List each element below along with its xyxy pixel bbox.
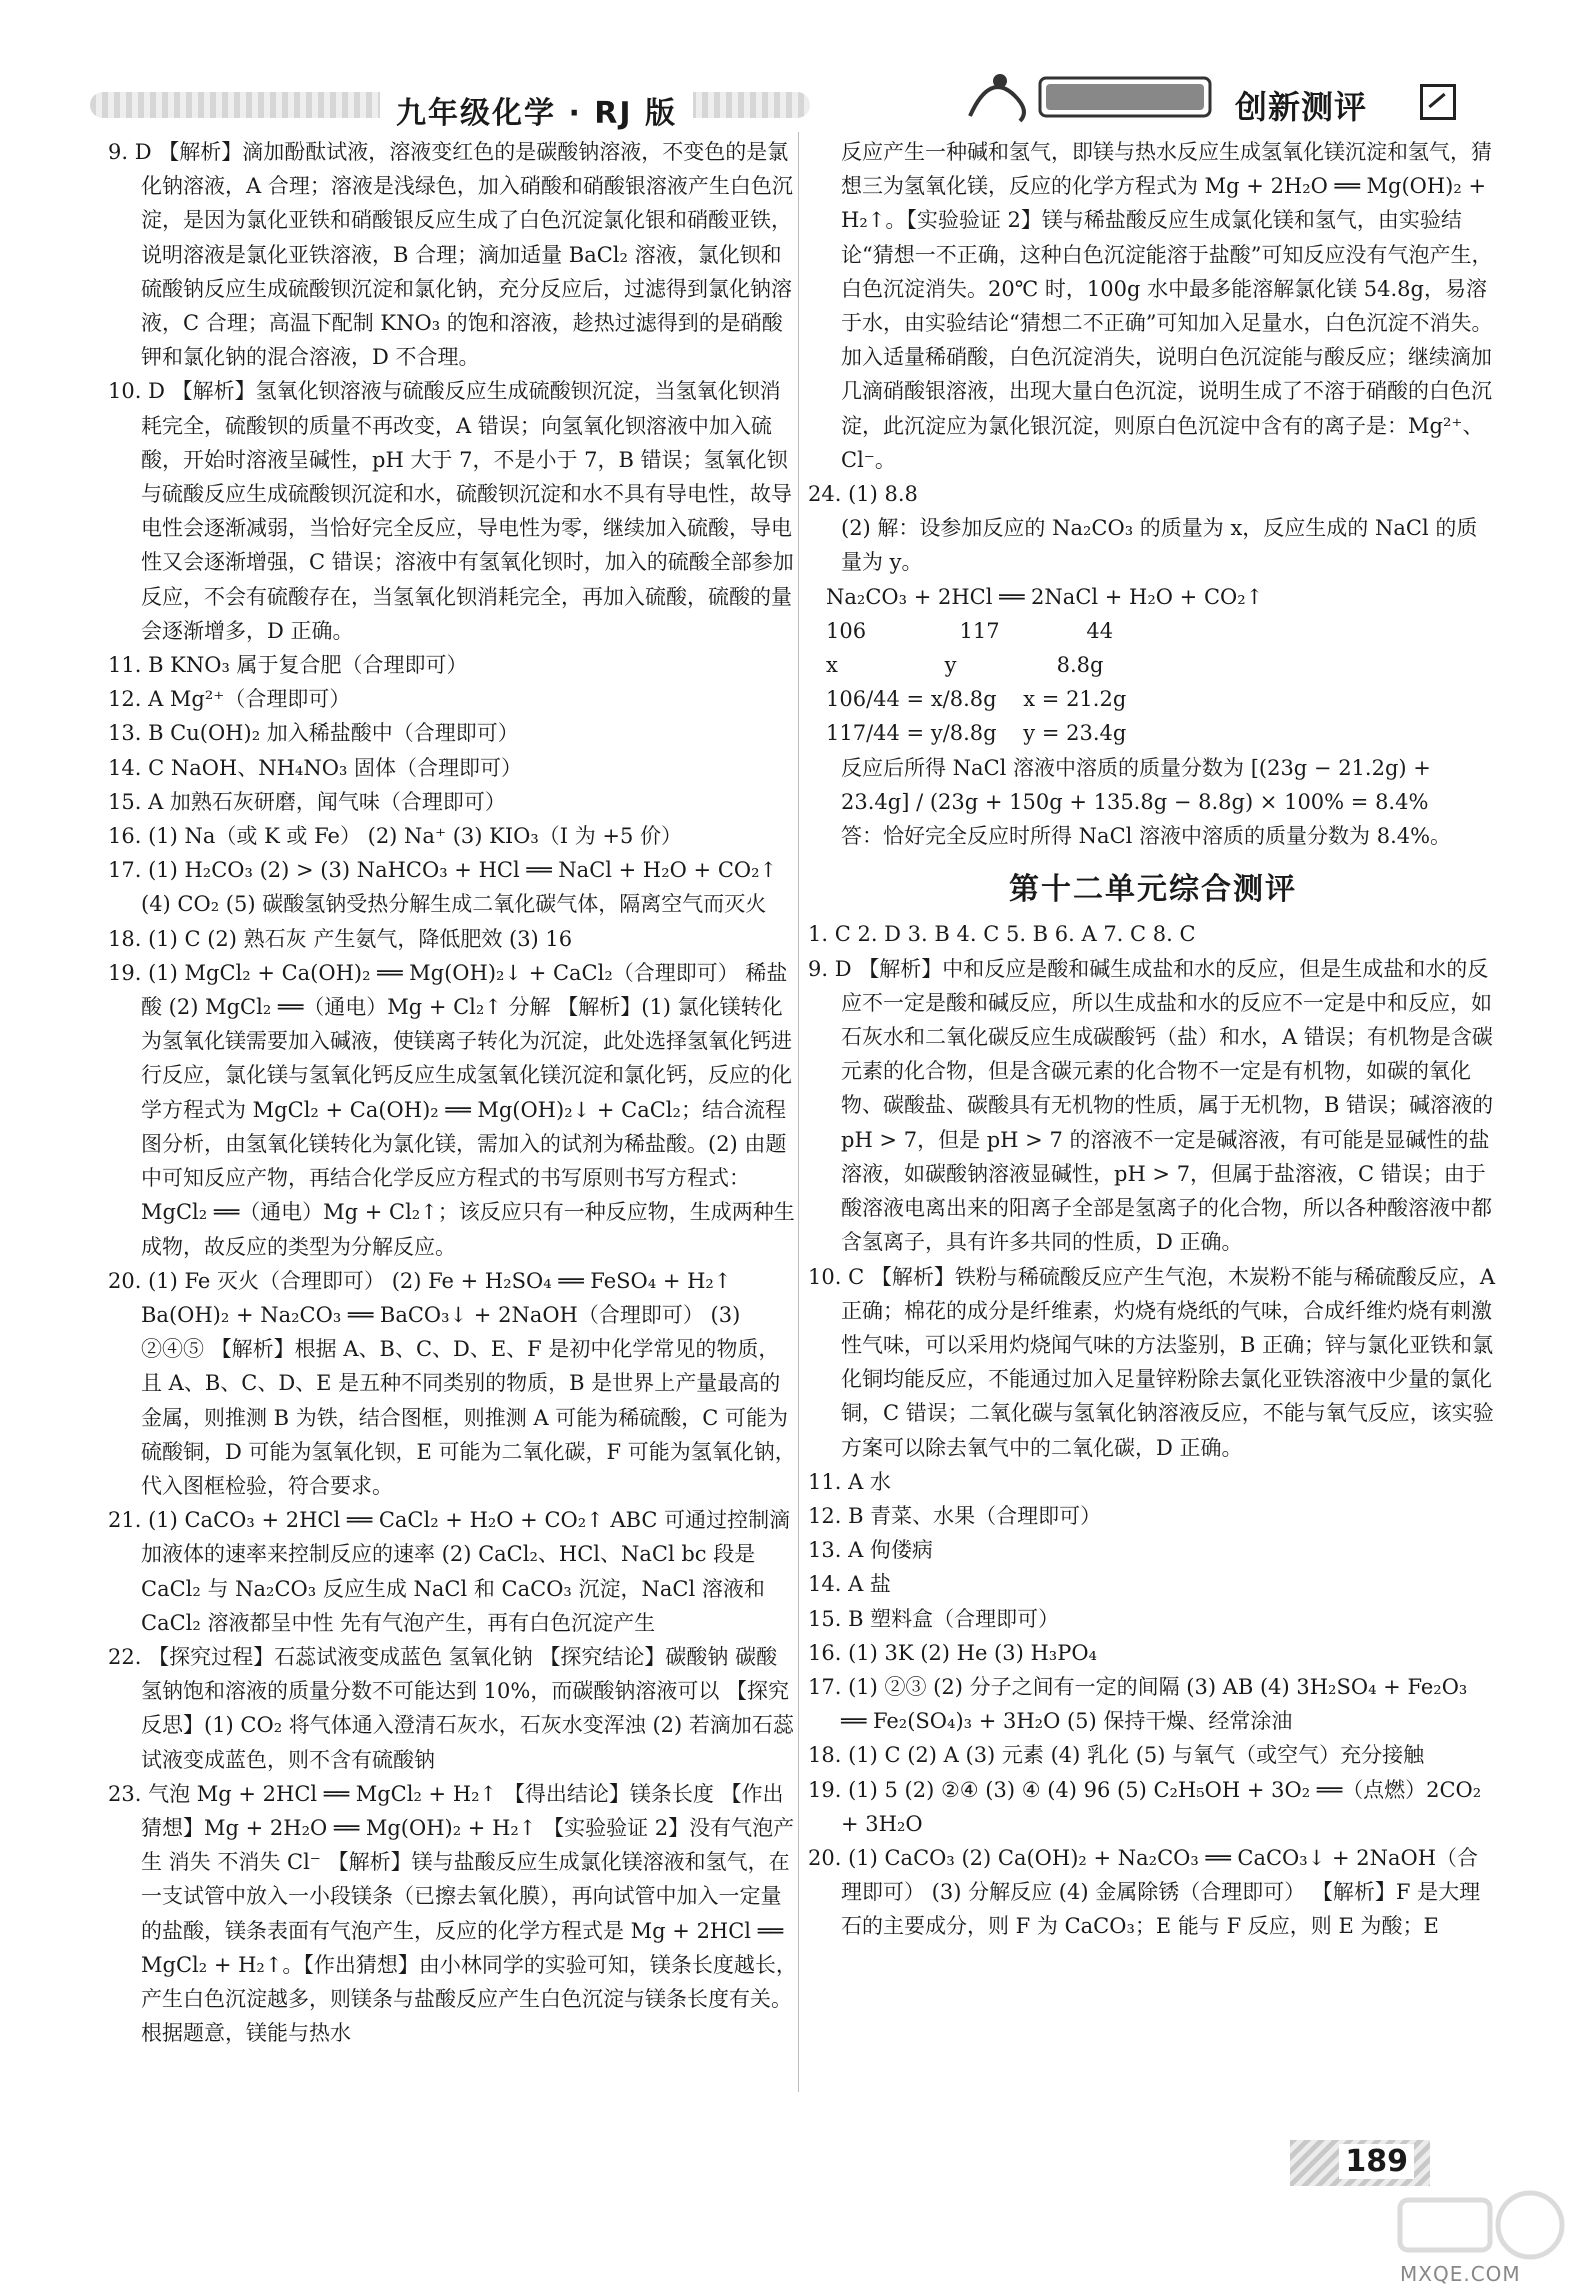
answer-entry: 18. (1) C (2) 熟石灰 产生氨气，降低肥效 (3) 16 xyxy=(108,926,573,951)
answer-entry: 16. (1) 3K (2) He (3) H₃PO₄ xyxy=(808,1640,1097,1665)
answer-entry: 15. A 加熟石灰研磨，闻气味（合理即可） xyxy=(108,789,506,814)
answer-entry: 17. (1) H₂CO₃ (2) > (3) NaHCO₃ + HCl ══ NaCl + H₂O + CO₂↑ (4) CO₂ (5) 碳酸氢钠受热分解生成二氧化碳气体，隔离空气而灭火 xyxy=(108,858,778,917)
left-column xyxy=(108,135,798,2050)
page-header xyxy=(0,0,1584,131)
answer-entry: (2) 解：设参加反应的 Na₂CO₃ 的质量为 x，反应生成的 NaCl 的质量为 y。 xyxy=(841,516,1478,575)
answer-entry: 9. D 【解析】滴加酚酞试液，溶液变红色的是碳酸钠溶液，不变色的是氯化钠溶液，A 合理；溶液是浅绿色，加入硝酸和硝酸银溶液产生白色沉淀，是因为氯化亚铁和硝酸银反应生成了白色沉淀氯化银和硝酸亚铁，说明溶液是氯化亚铁溶液，B 合理；滴加适量 BaCl₂ 溶液，氯化钡和硫酸钠反应生成硫酸钡沉淀和氯化钠，充分反应后，过滤得到氯化钠溶液，C 合理；高温下配制 KNO₃ 的饱和溶液，趁热过滤得到的是硝酸钾和氯化钠的混合溶液，D 不合理。 xyxy=(108,140,793,370)
watermark-text: MXQE.COM xyxy=(1400,2262,1521,2286)
book-title: 九年级化学 · RJ 版 xyxy=(380,88,693,132)
calc-line: x y 8.8g xyxy=(826,653,1104,678)
page-number: 189 xyxy=(1339,2144,1414,2179)
calc-line: Na₂CO₃ + 2HCl ══ 2NaCl + H₂O + CO₂↑ xyxy=(826,584,1264,609)
brand-name: 创新测评 xyxy=(1235,88,1368,126)
calc-line: 106/44 = x/8.8g x = 21.2g xyxy=(826,687,1127,712)
answer-entry: 13. B Cu(OH)₂ 加入稀盐酸中（合理即可） xyxy=(108,721,519,746)
answer-entry: 19. (1) MgCl₂ + Ca(OH)₂ ══ Mg(OH)₂↓ + CaCl₂（合理即可） 稀盐酸 (2) MgCl₂ ══（通电）Mg + Cl₂↑ 分解 【解析】(1) 氯化镁转化为氢氧化镁需要加入碱液，使镁离子转化为沉淀，此处选择氢氧化钙进行反应，氯化镁与氢氧化钙反应生成氢氧化镁沉淀和氯化钙，反应的化学方程式为 MgCl₂ + Ca(OH)₂ ══ Mg(OH)₂↓ + CaCl₂；结合流程图分析，由氢氧化镁转化为氯化镁，需加入的试剂为稀盐酸。(2) 由题中可知反应产物，再结合化学反应方程式的书写原则书写方程式：MgCl₂ ══（通电）Mg + Cl₂↑；该反应只有一种反应物，生成两种生成物，故反应的类型为分解反应。 xyxy=(108,960,795,1259)
answer-entry: 答：恰好完全反应时所得 NaCl 溶液中溶质的质量分数为 8.4%。 xyxy=(841,824,1452,849)
answer-entry: 1. C 2. D 3. B 4. C 5. B 6. A 7. C 8. C xyxy=(808,922,1196,947)
answer-entry: 23. 气泡 Mg + 2HCl ══ MgCl₂ + H₂↑ 【得出结论】镁条长度 【作出猜想】Mg + 2H₂O ══ Mg(OH)₂ + H₂↑ 【实验验证 2】没有气泡产生 消失 不消失 Cl⁻ 【解析】镁与盐酸反应生成氯化镁溶液和氢气，在一支试管中放入一小段镁条（已擦去氧化膜），再向试管中加入一定量的盐酸，镁条表面有气泡产生，反应的化学方程式是 Mg + 2HCl ══ MgCl₂ + H₂↑。【作出猜想】由小林同学的实验可知，镁条长度越长，产生白色沉淀越多，则镁条与盐酸反应产生白色沉淀与镁条长度有关。根据题意，镁能与热水 xyxy=(108,1781,797,2046)
column-divider xyxy=(798,132,799,2092)
brand-check-icon xyxy=(1420,84,1456,120)
answer-entry: 9. D 【解析】中和反应是酸和碱生成盐和水的反应，但是生成盐和水的反应不一定是酸和碱反应，所以生成盐和水的反应不一定是中和反应，如石灰水和二氧化碳反应生成碳酸钙（盐）和水，A 错误；有机物是含碳元素的化合物，但是含碳元素的化合物不一定是有机物，如碳的氧化物、碳酸盐、碳酸具有无机物的性质，属于无机物，B 错误；碱溶液的 pH > 7，但是 pH > 7 的溶液不一定是碱溶液，有可能是显碱性的盐溶液，如碳酸钠溶液显碱性，pH > 7，但属于盐溶液，C 错误；由于酸溶液电离出来的阳离子全部是氢离子的化合物，所以各种酸溶液中都含氢离子，具有许多共同的性质，D 正确。 xyxy=(808,956,1494,1255)
answer-entry: 21. (1) CaCO₃ + 2HCl ══ CaCl₂ + H₂O + CO₂↑ ABC 可通过控制滴加液体的速率来控制反应的速率 (2) CaCl₂、HCl、NaCl bc 段是 CaCl₂ 与 Na₂CO₃ 反应生成 NaCl 和 CaCO₃ 沉淀，NaCl 溶液和 CaCl₂ 溶液都呈中性 先有气泡产生，再有白色沉淀产生 xyxy=(108,1508,791,1635)
answer-entry: 11. A 水 xyxy=(808,1469,891,1494)
answer-entry: 12. B 青菜、水果（合理即可） xyxy=(808,1503,1102,1528)
answer-entry: 12. A Mg²⁺（合理即可） xyxy=(108,687,351,712)
calc-line: 106 117 44 xyxy=(826,618,1114,643)
series-logo-icon xyxy=(960,66,1220,126)
answer-entry: 19. (1) 5 (2) ②④ (3) ④ (4) 96 (5) C₂H₅OH + 3O₂ ══（点燃）2CO₂ + 3H₂O xyxy=(808,1777,1482,1836)
answer-entry: 反应后所得 NaCl 溶液中溶质的质量分数为 [(23g − 21.2g) + 23.4g] / (23g + 150g + 135.8g − 8.8g) × 100% = 8.4% xyxy=(841,755,1431,814)
right-column xyxy=(808,135,1498,1944)
section-title: 第十二单元综合测评 xyxy=(1009,872,1297,908)
answer-entry: 14. C NaOH、NH₄NO₃ 固体（合理即可） xyxy=(108,755,523,780)
answer-entry: 22. 【探究过程】石蕊试液变成蓝色 氢氧化钠 【探究结论】碳酸钠 碳酸氢钠饱和溶液的质量分数不可能达到 10%，而碳酸钠溶液可以 【探究反思】(1) CO₂ 将气体通入澄清石灰水，石灰水变浑浊 (2) 若滴加石蕊试液变成蓝色，则不含有硫酸钠 xyxy=(108,1644,794,1772)
answer-entry: 15. B 塑料盒（合理即可） xyxy=(808,1606,1060,1631)
calc-line: 117/44 = y/8.8g y = 23.4g xyxy=(826,721,1127,746)
answer-entry: 16. (1) Na（或 K 或 Fe） (2) Na⁺ (3) KIO₃（I 为 +5 价） xyxy=(108,824,683,849)
answer-entry: 18. (1) C (2) A (3) 元素 (4) 乳化 (5) 与氧气（或空气）充分接触 xyxy=(808,1743,1425,1768)
answer-continuation: 反应产生一种碱和氢气，即镁与热水反应生成氢氧化镁沉淀和氢气，猜想三为氢氧化镁，反应的化学方程式为 Mg + 2H₂O ══ Mg(OH)₂ + H₂↑。【实验验证 2】镁与稀盐酸反应生成氯化镁和氢气，由实验结论“猜想一不正确，这种白色沉淀能溶于盐酸”可知反应没有气泡产生，白色沉淀消失。20℃ 时，100g 水中最多能溶解氯化镁 54.8g，易溶于水，由实验结论“猜想二不正确”可知加入足量水，白色沉淀不消失。加入适量稀硝酸，白色沉淀消失，说明白色沉淀能与酸反应；继续滴加几滴硝酸银溶液，出现大量白色沉淀，说明生成了不溶于硝酸的白色沉淀，此沉淀应为氯化银沉淀，则原白色沉淀中含有的离子是：Mg²⁺、Cl⁻。 xyxy=(841,140,1493,472)
answer-entry: 20. (1) Fe 灭火（合理即可） (2) Fe + H₂SO₄ ══ FeSO₄ + H₂↑ Ba(OH)₂ + Na₂CO₃ ══ BaCO₃↓ + 2NaOH（合理即可） (3) ②④⑤ 【解析】根据 A、B、C、D、E、F 是初中化学常见的物质，且 A、B、C、D、E 是五种不同类别的物质，B 是世界上产量最高的金属，则推测 B 为铁，结合图框，则推测 A 可能为稀硫酸，C 可能为硫酸铜，D 可能为氢氧化钡，E 可能为二氧化碳，F 可能为氢氧化钠，代入图框检验，符合要求。 xyxy=(108,1268,796,1498)
answer-entry: 14. A 盐 xyxy=(808,1572,891,1597)
answer-entry: 13. A 佝偻病 xyxy=(808,1538,933,1563)
answer-entry: 11. B KNO₃ 属于复合肥（合理即可） xyxy=(108,653,468,678)
answer-entry: 17. (1) ②③ (2) 分子之间有一定的间隔 (3) AB (4) 3H₂SO₄ + Fe₂O₃ ══ Fe₂(SO₄)₃ + 3H₂O (5) 保持干燥、经常涂油 xyxy=(808,1674,1468,1734)
answer-entry: 24. (1) 8.8 xyxy=(808,482,918,507)
answer-entry: 10. D 【解析】氢氧化钡溶液与硫酸反应生成硫酸钡沉淀，当氢氧化钡消耗完全，硫酸钡的质量不再改变，A 错误；向氢氧化钡溶液中加入硫酸，开始时溶液呈碱性，pH 大于 7，不是小于 7，B 错误；氢氧化钡与硫酸反应生成硫酸钡沉淀和水，硫酸钡沉淀和水不具有导电性，故导电性会逐渐减弱，当恰好完全反应，导电性为零，继续加入硫酸，导电性又会逐渐增强，C 错误；溶液中有氢氧化钡时，加入的硫酸全部参加反应，不会有硫酸存在，当氢氧化钡消耗完全，再加入硫酸，硫酸的量会逐渐增多，D 正确。 xyxy=(108,379,794,643)
answer-entry: 20. (1) CaCO₃ (2) Ca(OH)₂ + Na₂CO₃ ══ CaCO₃↓ + 2NaOH（合理即可） (3) 分解反应 (4) 金属除锈（合理即可） 【解析】F 是大理石的主要成分，则 F 为 CaCO₃；E 能与 F 反应，则 E 为酸；E xyxy=(808,1845,1481,1939)
answer-entry: 10. C 【解析】铁粉与稀硫酸反应产生气泡，木炭粉不能与稀硫酸反应，A 正确；棉花的成分是纤维素，灼烧有烧纸的气味，合成纤维灼烧有刺激性气味，可以采用灼烧闻气味的方法鉴别，B 正确；锌与氯化亚铁和氯化铜均能反应，不能通过加入足量锌粉除去氯化亚铁溶液中少量的氯化铜，C 错误；二氧化碳与氢氧化钠溶液反应，不能与氧气反应，该实验方案可以除去氧气中的二氧化碳，D 正确。 xyxy=(808,1264,1495,1460)
